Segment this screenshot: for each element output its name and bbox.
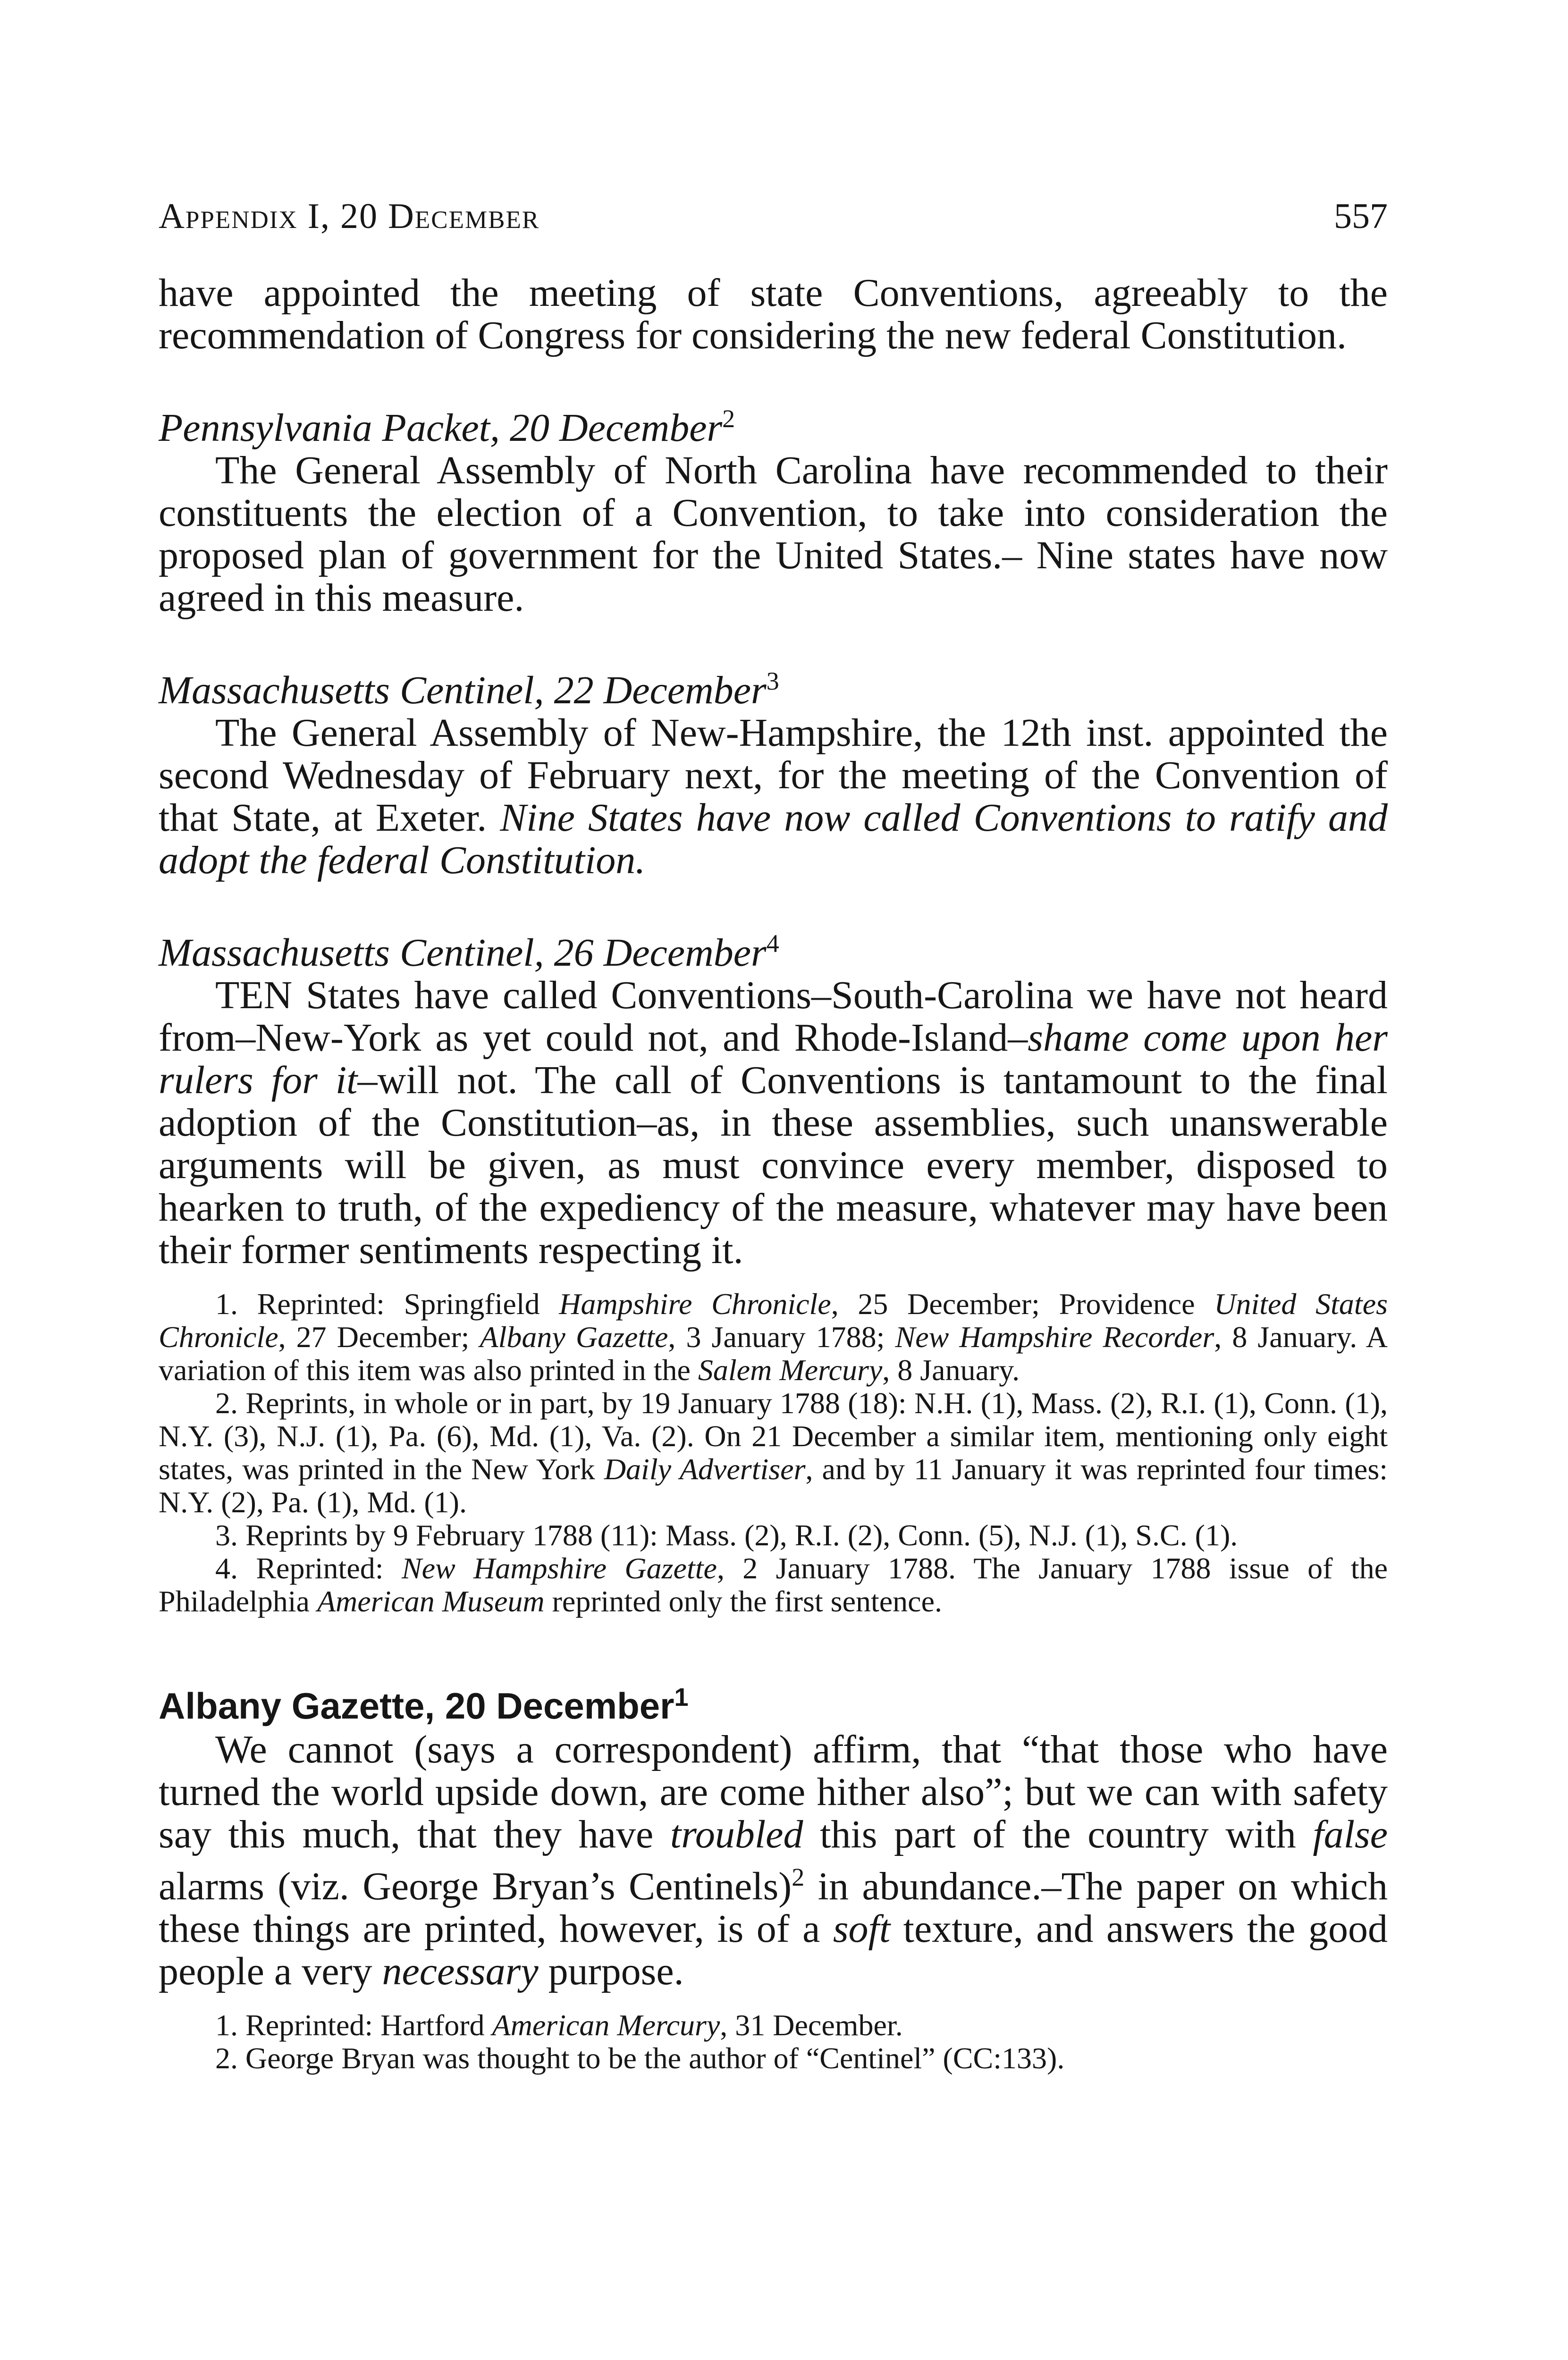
italic-text: New Hampshire Recorder [895, 1320, 1214, 1354]
footnote-albany-2: 2. George Bryan was thought to be the author of “Centinel” (CC:133). [215, 2041, 1065, 2075]
text-run: 1. Reprinted: Springfield [215, 1287, 559, 1321]
note-ref: 2 [722, 405, 735, 433]
footnote-4 [159, 1552, 1388, 1618]
source-massachusetts-centinel-22 [159, 660, 1388, 712]
italic-text: Daily Advertiser [604, 1452, 806, 1486]
text-run: , 2 January 1788. The January 1788 issue of the Philadelphia [159, 1551, 1388, 1618]
paragraph-albany-gazette [159, 1728, 1388, 1993]
text-run: 2. Reprints, in whole or in part, by 19 January 1788 (18): N.H. (1), Mass. (2), R.I. (1), Conn. (1), N.Y. (3), N.J. (1), Pa. (6), Md. (1), Va. (2). On 21 December a similar item, mentioning only eight states, was printed in the New York [159, 1386, 1388, 1486]
text-run: 4. Reprinted: [215, 1551, 402, 1585]
italic-text: soft [833, 1907, 891, 1951]
text-run: in abundance.–The paper on which these things are printed, however, is of a [159, 1864, 1388, 1951]
note-ref: 4 [766, 929, 779, 958]
text-run: reprinted only the first sentence. [544, 1585, 942, 1618]
text-run: , 27 December; [278, 1320, 480, 1354]
paragraph-massachusetts-centinel-26 [159, 974, 1388, 1272]
italic-text: necessary [382, 1949, 539, 1993]
italic-text: Hampshire Chronicle [559, 1287, 831, 1321]
document-heading-albany-gazette [159, 1675, 1388, 1728]
source-title: Pennsylvania Packet, 20 December [159, 406, 723, 450]
footnote-3: 3. Reprints by 9 February 1788 (11): Mass. (2), R.I. (2), Conn. (5), N.J. (1), S.C. (1). [215, 1518, 1238, 1552]
text-run: alarms (viz. George Bryan’s Centinels) [159, 1864, 792, 1908]
source-massachusetts-centinel-26 [159, 922, 1388, 974]
document-page [159, 198, 1388, 2075]
italic-text: New Hampshire Gazette [401, 1551, 717, 1585]
italic-text: Nine States have now called Conventions to ratify and adopt the federal Constitution. [159, 796, 1388, 882]
footnote-1 [159, 1288, 1388, 1387]
italic-text: troubled [670, 1812, 803, 1856]
italic-text: shame come upon her rulers for it [159, 1016, 1388, 1102]
text-run: , 3 January 1788; [668, 1320, 895, 1354]
source-pennsylvania-packet [159, 397, 1388, 449]
paragraph-massachusetts-centinel-22 [159, 712, 1388, 882]
italic-text: United States Chronicle [159, 1287, 1388, 1354]
footnote-albany-1 [159, 2009, 1388, 2042]
text-run: purpose. [538, 1949, 684, 1993]
intro-paragraph: have appointed the meeting of state Conventions, agreeably to the recommendation of Congress for considering the new federal Constitution. [159, 271, 1388, 357]
footnote-2 [159, 1387, 1388, 1519]
italic-text: American Museum [317, 1585, 545, 1618]
text-run: texture, and answers the good people a very [159, 1907, 1388, 1993]
text-run: , and by 11 January it was reprinted four times: N.Y. (2), Pa. (1), Md. (1). [159, 1452, 1388, 1519]
heading-title: Albany Gazette, 20 December [159, 1685, 674, 1727]
source-title: Massachusetts Centinel, 26 December [159, 931, 767, 975]
text-run: TEN States have called Conventions–South-Carolina we have not heard from–New-York as yet could not, and Rhode-Island– [159, 973, 1388, 1060]
text-run: , 25 December; Providence [831, 1287, 1214, 1321]
text-run: 1. Reprinted: Hartford [215, 2008, 492, 2042]
italic-text: Salem Mercury [698, 1353, 883, 1387]
text-run: , 8 January. [882, 1353, 1020, 1387]
text-run: , 8 January. A variation of this item was also printed in the [159, 1320, 1388, 1387]
text-run: –will not. The call of Conventions is tantamount to the final adoption of the Constitution–as, in these assemblies, such unanswerable arguments will be given, as must convince every member, disposed to hearken to truth, of the expediency of the measure, whatever may have been their former sentiments respecting it. [159, 1058, 1388, 1272]
text-run: this part of the country with [803, 1812, 1313, 1856]
italic-text: Albany Gazette [480, 1320, 668, 1354]
running-head [159, 198, 1388, 234]
text-run: , 31 December. [720, 2008, 903, 2042]
note-ref: 2 [792, 1863, 805, 1891]
footnotes-block [159, 1288, 1388, 1618]
text-run: We cannot (says a correspondent) affirm, that “that those who have turned the world upside down, are come hither also”; but we can with safety say this much, that they have [159, 1728, 1388, 1856]
footnotes-block-albany [159, 2009, 1388, 2075]
italic-text: American Mercury [492, 2008, 720, 2042]
note-ref: 3 [766, 667, 779, 695]
note-ref: 1 [674, 1683, 689, 1711]
source-title: Massachusetts Centinel, 22 December [159, 668, 767, 712]
italic-text: false [1313, 1812, 1388, 1856]
paragraph-pennsylvania-packet: The General Assembly of North Carolina have recommended to their constituents the election of a Convention, to take into consideration the proposed plan of government for the United States.– Nine states have now agreed in this measure. [159, 448, 1388, 620]
text-run: The General Assembly of New-Hampshire, the 12th inst. appointed the second Wednesday of February next, for the meeting of the Convention of that State, at Exeter. [159, 711, 1388, 840]
page-number: 557 [1334, 196, 1388, 236]
running-title: Appendix I, 20 December [159, 196, 540, 236]
